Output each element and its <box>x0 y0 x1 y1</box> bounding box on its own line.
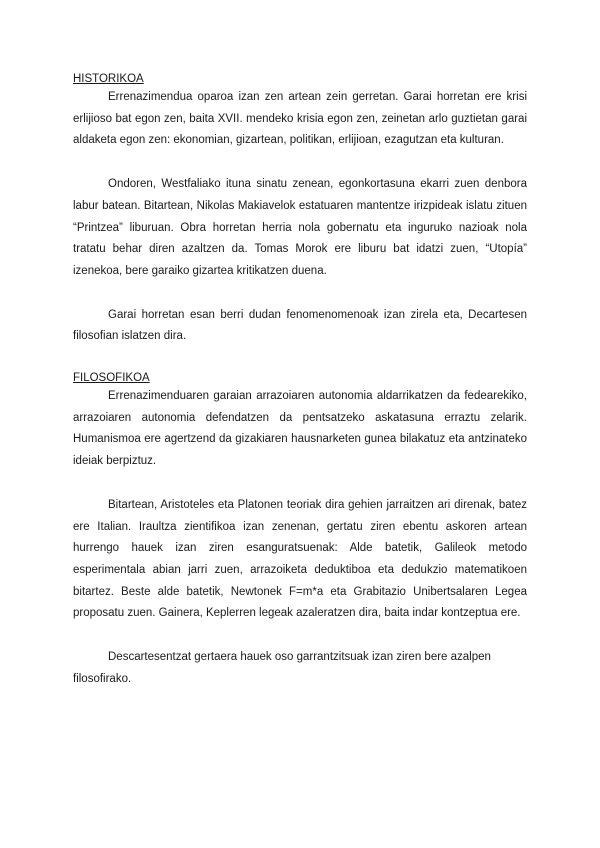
section-heading-filosofikoa: FILOSOFIKOA <box>73 372 150 385</box>
paragraph: Garai horretan esan berri dudan fenomenomenoak izan zirela eta, Decartesen filosofian islatzen dira. <box>73 308 527 343</box>
paragraph: Ondoren, Westfaliako ituna sinatu zenean, egonkortasuna ekarri zuen denbora labur batean. Bitartean, Nikolas Makiavelok estatuaren mantentze irizpideak islatu zituen “Printzea” liburuan. Obra horretan herria nola gobernatu eta inguruko nazioak nola tratatu behar diren azaltzen da. Tomas Morok ere liburu bat idatzi zuen, “Utopía” izenekoa, bere garaiko gizartea kritikatzen duena. <box>73 178 527 277</box>
paragraph: Bitartean, Aristoteles eta Platonen teoriak dira gehien jarraitzen ari direnak, batez ere Italian. Iraultza zientifikoa izan zenenan, gertatu ziren ebentu askoren artean hurrengo hauek izan ziren esanguratsuenak: Alde batetik, Galileok metodo esperimentala abian jarri zuen, arrazoiketa deduktiboa eta dedukzio matematikoen bitartez. Beste alde batetik, Newtonek F=m*a eta Grabitazio Unibertsalaren Legea proposatu zuen. Gainera, Keplerren legeak azaleratzen dira, baita indar kontzeptua ere. <box>73 498 527 620</box>
paragraph: Errenazimenduaren garaian arrazoiaren autonomia aldarrikatzen da fedearekiko, arrazoiaren autonomia defendatzen da pentsatzeko askatasuna erraztu zelarik. Humanismoa ere agertzend da gizakiaren hausnarketen gunea bilakatuz eta antzinateko ideiak berpiztuz. <box>73 390 527 468</box>
paragraph: Descartesentzat gertaera hauek oso garrantzitsuak izan ziren bere azalpen filosofirako. <box>73 651 491 685</box>
paragraph-spacer <box>73 348 527 370</box>
paragraph-spacer <box>73 625 527 647</box>
document-page <box>73 71 527 690</box>
paragraph-spacer <box>73 473 527 495</box>
section-heading-historikoa: HISTORIKOA <box>73 73 144 85</box>
paragraph: Errenazimendua oparoa izan zen artean zein gerretan. Garai horretan ere krisi erlijioso bat egon zen, baita XVII. mendeko krisia egon zen, zeinetan arlo guztietan garai aldaketa egon zen: ekonomian, gizartean, politikan, erlijioan, ezagutzan eta kulturan. <box>73 91 527 147</box>
paragraph-spacer <box>73 283 527 305</box>
paragraph-spacer <box>73 152 527 174</box>
